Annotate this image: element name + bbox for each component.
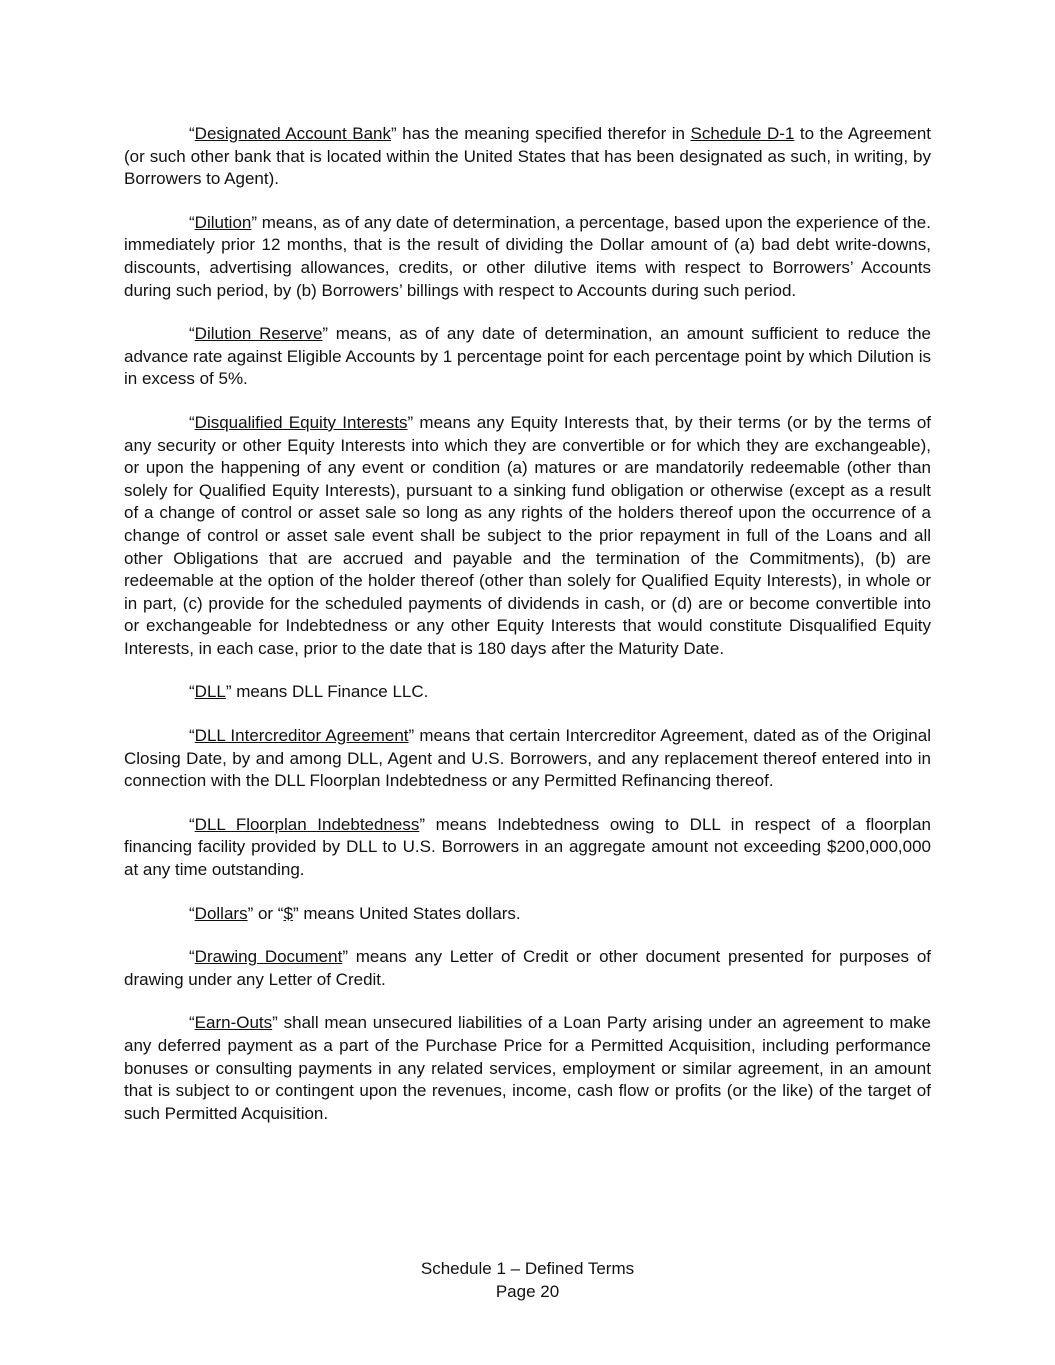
open-quote: “ bbox=[189, 903, 195, 923]
defined-term: Dilution bbox=[194, 212, 252, 232]
defined-term: DLL Intercreditor Agreement bbox=[194, 726, 409, 746]
definition-text: ” or “ bbox=[247, 903, 284, 923]
definition-dilution bbox=[124, 212, 931, 302]
defined-term: DLL Floorplan Indebtedness bbox=[194, 814, 420, 834]
definition-text: ” means any Letter of Credit or other document presented for purposes of drawing under any Letter of Credit. bbox=[124, 947, 932, 989]
defined-term: Dilution Reserve bbox=[194, 324, 323, 344]
defined-term: Earn-Outs bbox=[194, 1013, 273, 1033]
page-footer bbox=[0, 1257, 1055, 1303]
definition-text: ” means Indebtedness owing to DLL in respect of a floorplan financing facility provided by DLL to U.S. Borrowers in an aggregate amount not exceeding $200,000,000 at any time outstanding. bbox=[124, 814, 931, 880]
definition-text: ” means United States dollars. bbox=[292, 903, 521, 923]
definition-designated-account-bank bbox=[124, 123, 931, 191]
open-quote: “ bbox=[189, 124, 195, 143]
definition-text: ” means that certain Intercreditor Agreement, dated as of the Original Closing Date, by and among DLL, Agent and U.S. Borrowers, and any replacement thereof entered into in connection with the DLL Floorplan Indebtedness or any Permitted Refinancing thereof. bbox=[124, 726, 931, 791]
definition-dilution-reserve bbox=[124, 323, 931, 391]
definition-text: ” shall mean unsecured liabilities of a Loan Party arising under an agreement to make any deferred payment as a part of the Purchase Price for a Permitted Acquisition, including performance bonuses or consulting payments in any related services, employment or similar agreement, in an amount that is subject to or contingent upon the revenues, income, cash flow or profits (or the like) of the target of such Permitted Acquisition. bbox=[124, 1013, 931, 1123]
open-quote: “ bbox=[189, 814, 195, 834]
definition-text: ” means any Equity Interests that, by their terms (or by the terms of any security or other Equity Interests into which they are convertible or for which they are exchangeable), or upon the happening of any event or condition (a) matures or are mandatorily redeemable (other than solely for Qualified Equity Interests), pursuant to a sinking fund obligation or otherwise (except as a result of a change of control or asset sale so long as any rights of the holders thereof upon the occurrence of a change of control or asset sale event shall be subject to the prior repayment in full of the Loans and all other Obligations that are accrued and payable and the termination of the Commitments), (b) are redeemable at the option of the holder thereof (other than solely for Qualified Equity Interests), in whole or in part, (c) provide for the scheduled payments of dividends in cash, or (d) are or become convertible into or exchangeable for Indebtedness or any other Equity Interests that would constitute Disqualified Equity Interests, in each case, prior to the date that is 180 days after the Maturity Date. bbox=[124, 412, 931, 658]
definition-text: ” means, as of any date of determination, a percentage, based upon the experience of the. immediately prior 12 months, that is the result of dividing the Dollar amount of (a) bad debt write-downs, discounts, advertising allowances, credits, or other dilutive items with respect to Borrowers’ Accounts during such period, by (b) Borrowers’ billings with respect to Accounts during such period. bbox=[124, 212, 931, 300]
definition-dll-floorplan-indebtedness bbox=[124, 814, 931, 882]
open-quote: “ bbox=[189, 726, 195, 746]
definition-text: ” means, as of any date of determination, an amount sufficient to reduce the advance rate against Eligible Accounts by 1 percentage point for each percentage point by which Dilution is in excess of 5%. bbox=[124, 324, 931, 389]
open-quote: “ bbox=[189, 324, 195, 344]
schedule-reference: Schedule D-1 bbox=[690, 124, 795, 143]
open-quote: “ bbox=[189, 682, 195, 702]
definition-text: to the Agreement (or such other bank that is located within the United States that has been designated as such, in writing, by Borrowers to Agent). bbox=[124, 124, 932, 189]
definition-earn-outs bbox=[124, 1012, 931, 1125]
definition-disqualified-equity-interests bbox=[124, 412, 931, 661]
defined-term-symbol: $ bbox=[283, 903, 293, 923]
open-quote: “ bbox=[189, 1013, 195, 1033]
definition-dollars bbox=[124, 903, 931, 926]
defined-term: DLL bbox=[194, 682, 226, 702]
defined-term: Drawing Document bbox=[194, 947, 343, 967]
definition-dll bbox=[124, 681, 931, 704]
definition-dll-intercreditor-agreement bbox=[124, 725, 931, 793]
open-quote: “ bbox=[189, 212, 195, 232]
definition-drawing-document bbox=[124, 946, 931, 991]
definition-text: ” means DLL Finance LLC. bbox=[225, 682, 429, 702]
open-quote: “ bbox=[189, 412, 195, 432]
definition-text: ” has the meaning specified therefor in bbox=[390, 124, 691, 143]
defined-term: Dollars bbox=[194, 903, 248, 923]
footer-title: Schedule 1 – Defined Terms bbox=[420, 1259, 635, 1278]
page-number: Page 20 bbox=[495, 1282, 560, 1301]
open-quote: “ bbox=[189, 947, 195, 967]
defined-term: Disqualified Equity Interests bbox=[194, 412, 408, 432]
defined-term: Designated Account Bank bbox=[194, 124, 391, 143]
document-body bbox=[124, 123, 931, 1146]
